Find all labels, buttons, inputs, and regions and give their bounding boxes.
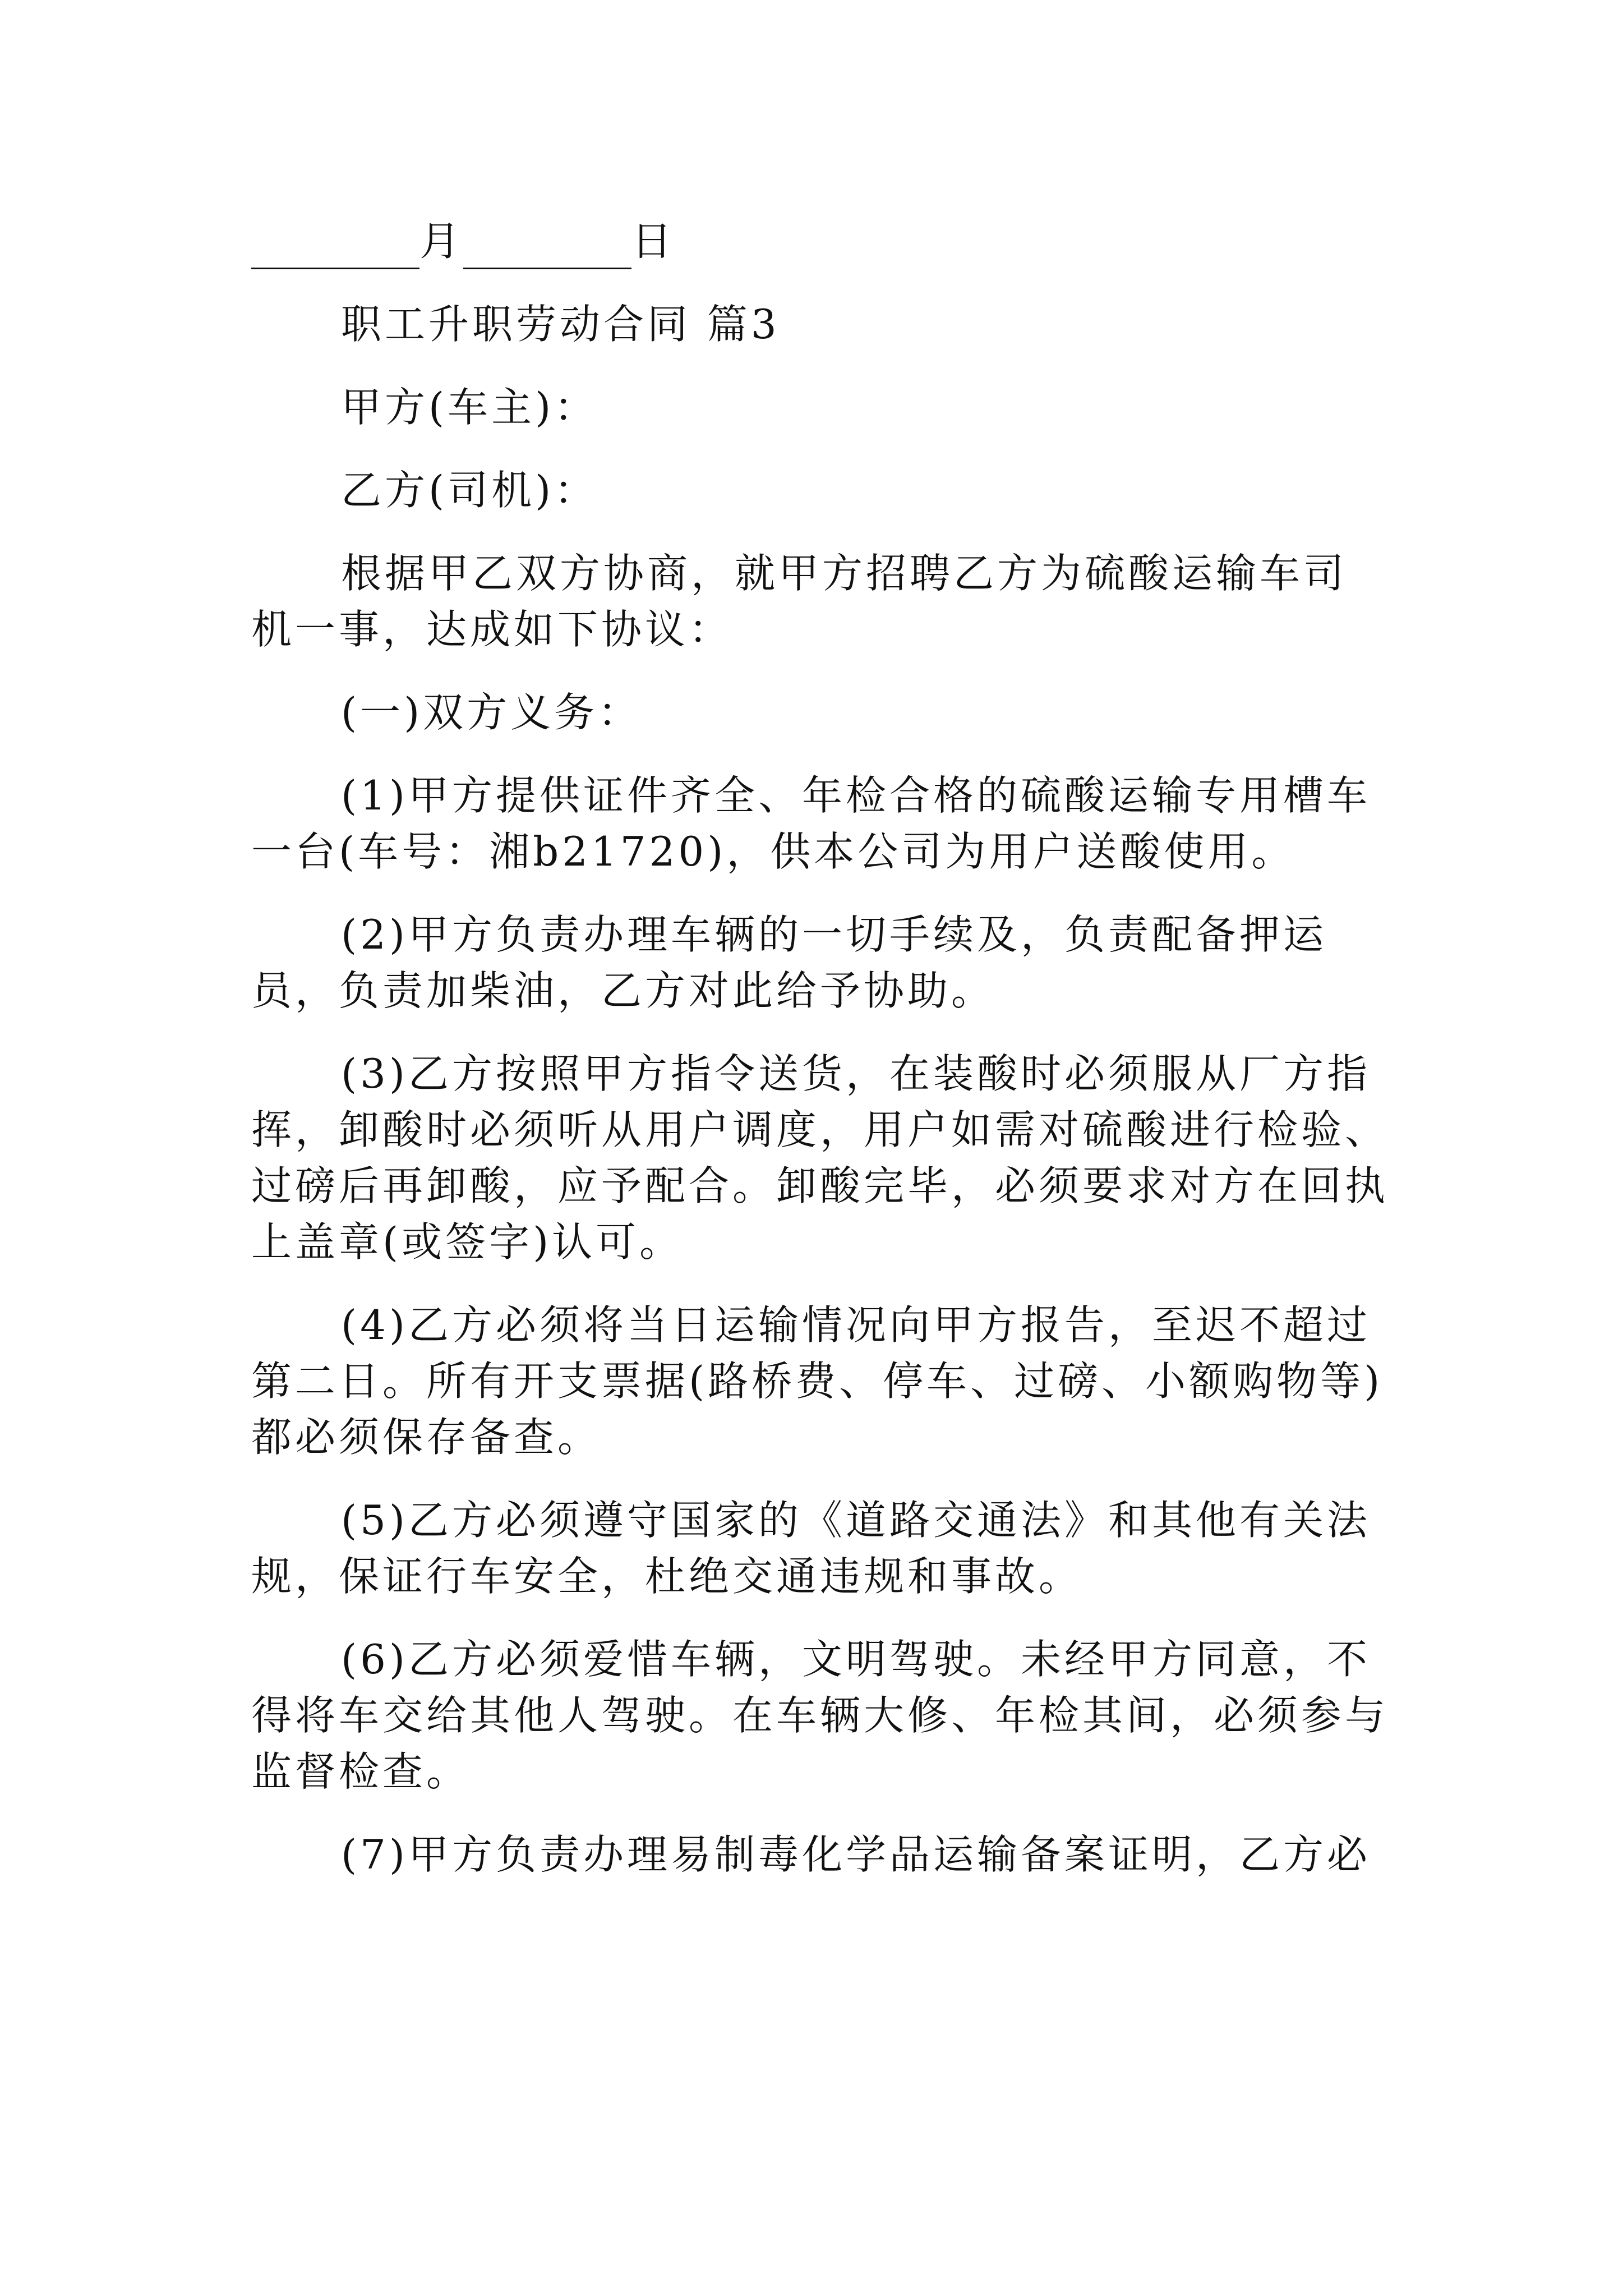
month-label: 月 xyxy=(419,218,464,265)
clause-1: (1)甲方提供证件齐全、年检合格的硫酸运输专用槽车一台(车号：湘b21720)，供本公司为用户送酸使用。 xyxy=(251,772,1371,875)
document-page xyxy=(251,213,1390,1883)
clause-4: (4)乙方必须将当日运输情况向甲方报告，至迟不超过第二日。所有开支票据(路桥费、停车、过磅、小额购物等)都必须保存备查。 xyxy=(251,1301,1384,1461)
contract-heading: 职工升职劳动合同 篇3 xyxy=(341,301,780,348)
date-line xyxy=(251,213,1390,269)
clause-7: (7)甲方负责办理易制毒化学品运输备案证明，乙方必 xyxy=(341,1831,1371,1878)
clause-2: (2)甲方负责办理车辆的一切手续及，负责配备押运员，负责加柴油，乙方对此给予协助。 xyxy=(251,911,1327,1014)
clause-5: (5)乙方必须遵守国家的《道路交通法》和其他有关法规，保证行车安全，杜绝交通违规和事故。 xyxy=(251,1497,1371,1600)
intro-paragraph: 根据甲乙双方协商，就甲方招聘乙方为硫酸运输车司机一事，达成如下协议： xyxy=(251,550,1348,653)
section-title: (一)双方义务： xyxy=(341,689,642,736)
day-blank xyxy=(463,224,631,269)
party-a-label: 甲方(车主)： xyxy=(341,384,598,431)
day-label: 日 xyxy=(631,218,676,265)
party-b-label: 乙方(司机)： xyxy=(341,467,598,514)
month-blank xyxy=(251,224,419,269)
clause-3: (3)乙方按照甲方指令送货，在装酸时必须服从厂方指挥，卸酸时必须听从用户调度，用户如需对硫酸进行检验、过磅后再卸酸，应予配合。卸酸完毕，必须要求对方在回执上盖章(或签字)认可。 xyxy=(251,1050,1389,1266)
clause-6: (6)乙方必须爱惜车辆，文明驾驶。未经甲方同意，不得将车交给其他人驾驶。在车辆大修、年检其间，必须参与监督检查。 xyxy=(251,1636,1389,1795)
